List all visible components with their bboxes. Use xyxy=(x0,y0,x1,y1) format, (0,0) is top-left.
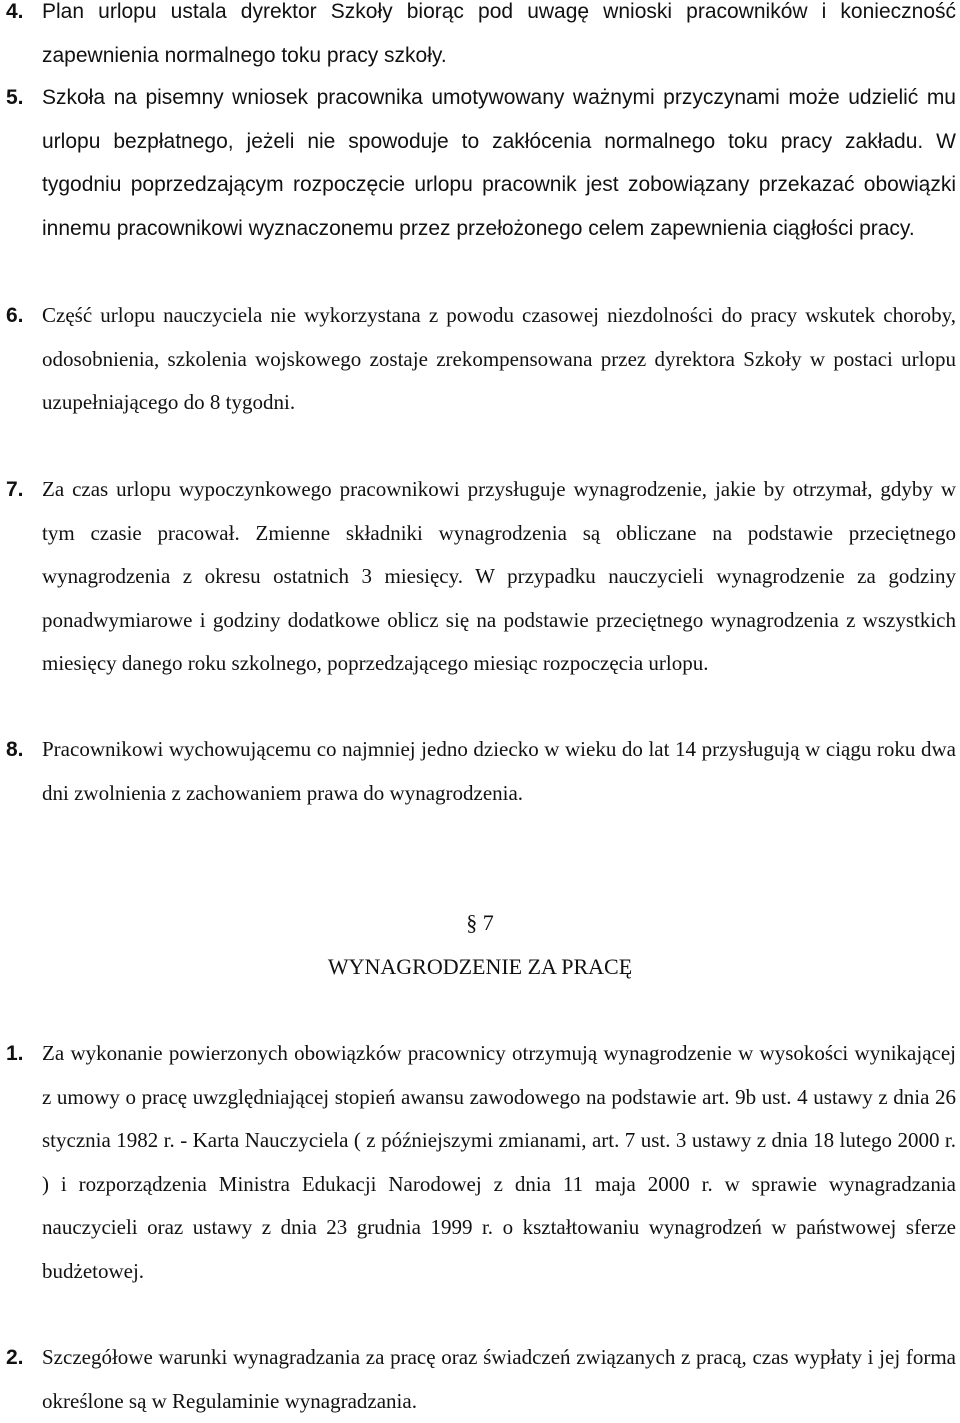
item-text: Za czas urlopu wypoczynkowego pracownikowi przysługuje wynagrodzenie, jakie by otrzymał, gdyby w tym czasie pracował. Zmienne składniki wynagrodzenia są obliczane na podstawie przeciętnego wynagrodzenia z okresu ostatnich 3 miesięcy. W przypadku nauczycieli wynagrodzenie za godziny ponadwymiarowe i godziny dodatkowe oblicz się na podstawie przeciętnego wynagrodzenia z wszystkich miesięcy danego roku szkolnego, poprzedzającego miesiąc rozpoczęcia urlopu. xyxy=(42,477,956,675)
item-number: 1. xyxy=(6,1042,24,1065)
section-title: WYNAGRODZENIE ZA PRACĘ xyxy=(327,954,633,979)
item-number: 6. xyxy=(6,304,24,327)
section-mark: § 7 xyxy=(466,910,494,935)
item-text: Pracownikowi wychowującemu co najmniej jedno dziecko w wieku do lat 14 przysługują w ciągu roku dwa dni zwolnienia z zachowaniem prawa do wynagrodzenia. xyxy=(42,737,956,805)
item-number: 4. xyxy=(6,0,24,23)
item-text: Szczegółowe warunki wynagradzania za pracę oraz świadczeń związanych z pracą, czas wypłaty i jej forma określone są w Regulaminie wynagradzania. xyxy=(42,1345,956,1413)
item-number: 8. xyxy=(6,738,24,761)
item-number: 5. xyxy=(6,86,24,109)
item-number: 2. xyxy=(6,1346,24,1369)
item-text: Plan urlopu ustala dyrektor Szkoły biorąc pod uwagę wnioski pracowników i konieczność zapewnienia normalnego toku pracy szkoły. xyxy=(42,0,956,67)
item-number: 7. xyxy=(6,478,24,501)
item-text: Część urlopu nauczyciela nie wykorzystana z powodu czasowej niezdolności do pracy wskutek choroby, odosobnienia, szkolenia wojskowego zostaje zrekompensowana przez dyrektora Szkoły w postaci urlopu uzupełniającego do 8 tygodni. xyxy=(42,303,956,414)
item-text: Szkoła na pisemny wniosek pracownika umotywowany ważnymi przyczynami może udzielić mu urlopu bezpłatnego, jeżeli nie spowoduje to zakłócenia normalnego toku pracy zakładu. W tygodniu poprzedzającym rozpoczęcie urlopu pracownik jest zobowiązany przekazać obowiązki innemu pracownikowi wyznaczonemu przez przełożonego celem zapewnienia ciągłości pracy. xyxy=(42,86,956,240)
item-text: Za wykonanie powierzonych obowiązków pracownicy otrzymują wynagrodzenie w wysokości wynikającej z umowy o pracę uwzględniającej stopień awansu zawodowego na podstawie art. 9b ust. 4 ustawy z dnia 26 stycznia 1982 r. - Karta Nauczyciela ( z późniejszymi zmianami, art. 7 ust. 3 ustawy z dnia 18 lutego 2000 r. ) i rozporządzenia Ministra Edukacji Narodowej z dnia 11 maja 2000 r. w sprawie wynagradzania nauczycieli oraz ustawy z dnia 23 grudnia 1999 r. o kształtowaniu wynagrodzeń w państwowej sferze budżetowej. xyxy=(42,1041,956,1283)
